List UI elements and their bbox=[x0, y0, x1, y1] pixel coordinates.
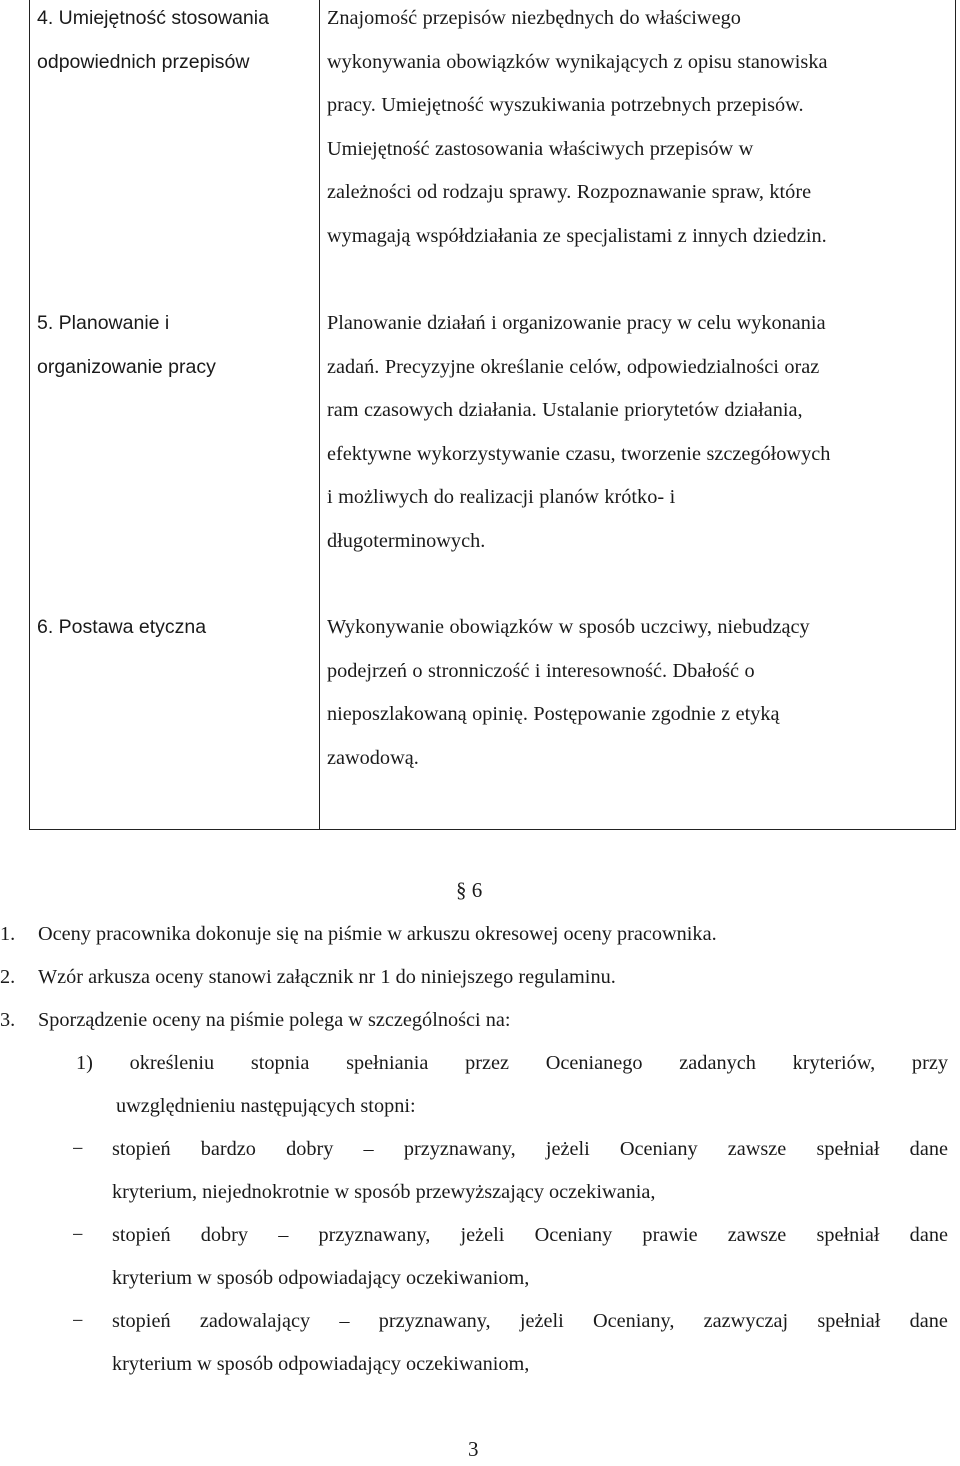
description-line: długoterminowych. bbox=[327, 529, 486, 552]
word: prawie bbox=[642, 1224, 698, 1246]
criterion-name-line: 6. Postawa etyczna bbox=[37, 616, 207, 638]
word: dobry bbox=[286, 1138, 334, 1160]
grade-line: kryterium w sposób odpowiadający oczekiwaniom, bbox=[112, 1353, 530, 1375]
grade-line bbox=[112, 1215, 948, 1255]
word: przez bbox=[465, 1052, 509, 1074]
page-number: 3 bbox=[468, 1437, 479, 1461]
word: Oceniany, bbox=[592, 1310, 675, 1332]
word: zawsze bbox=[727, 1138, 787, 1160]
word: stopień bbox=[112, 1310, 171, 1332]
description-line: zawodową. bbox=[327, 746, 419, 769]
criterion-name-line: 5. Planowanie i bbox=[37, 312, 170, 334]
criterion-description bbox=[327, 0, 951, 259]
description-line: Wykonywanie obowiązków w sposób uczciwy, niebudzący bbox=[327, 616, 810, 638]
criterion-name-line: 4. Umiejętność stosowania bbox=[37, 7, 269, 29]
criterion-name bbox=[37, 302, 313, 389]
word: jeżeli bbox=[519, 1310, 564, 1332]
word: kryteriów, bbox=[792, 1052, 876, 1074]
description-line: wymagają współdziałania ze specjalistami z innych dziedzin. bbox=[327, 224, 827, 247]
word: przy bbox=[911, 1052, 948, 1074]
description-line: nieposzlakowaną opinię. Postępowanie zgodnie z etyką bbox=[327, 703, 780, 726]
description-line: Znajomość przepisów niezbędnych do właściwego bbox=[327, 7, 741, 29]
word: bardzo bbox=[200, 1138, 256, 1160]
word: określeniu bbox=[129, 1052, 215, 1074]
paragraph-number: 3. bbox=[0, 1009, 16, 1031]
grade-line bbox=[112, 1301, 948, 1341]
word: dane bbox=[909, 1224, 948, 1246]
word: dane bbox=[909, 1138, 948, 1160]
description-line: podejrzeń o stronniczość i interesowność. Dbałość o bbox=[327, 659, 755, 682]
description-line: wykonywania obowiązków wynikających z opisu stanowiska bbox=[327, 50, 828, 73]
dash-bullet: − bbox=[72, 1224, 84, 1246]
description-line: efektywne wykorzystywanie czasu, tworzenie szczegółowych bbox=[327, 442, 831, 465]
word: przyznawany, bbox=[403, 1138, 516, 1160]
word: – bbox=[278, 1224, 289, 1246]
table-column-divider bbox=[319, 0, 320, 829]
word: – bbox=[363, 1138, 374, 1160]
paragraph-number: 2. bbox=[0, 966, 16, 988]
word: zadowalający bbox=[199, 1310, 311, 1332]
description-line: Planowanie działań i organizowanie pracy w celu wykonania bbox=[327, 312, 826, 334]
description-line: Umiejętność zastosowania właściwych przepisów w bbox=[327, 137, 754, 160]
paragraph-text: Wzór arkusza oceny stanowi załącznik nr 1 do niniejszego regulaminu. bbox=[38, 966, 616, 988]
word: jeżeli bbox=[460, 1224, 505, 1246]
word: przyznawany, bbox=[318, 1224, 431, 1246]
word: stopień bbox=[112, 1138, 171, 1160]
criteria-table bbox=[29, 0, 956, 830]
criterion-name bbox=[37, 0, 313, 84]
grade-line: kryterium, niejednokrotnie w sposób przewyższający oczekiwania, bbox=[112, 1181, 656, 1203]
word: spełniał bbox=[817, 1310, 881, 1332]
criterion-description bbox=[327, 302, 951, 564]
word: zawsze bbox=[727, 1224, 787, 1246]
word: Oceniany bbox=[534, 1224, 613, 1246]
word: 1) bbox=[76, 1052, 93, 1074]
word: spełniania bbox=[346, 1052, 429, 1074]
word: przyznawany, bbox=[378, 1310, 491, 1332]
dash-bullet: − bbox=[72, 1138, 84, 1160]
word: dobry bbox=[200, 1224, 249, 1246]
sublist-item-line bbox=[76, 1043, 948, 1083]
word: – bbox=[339, 1310, 350, 1332]
word: spełniał bbox=[816, 1224, 880, 1246]
description-line: ram czasowych działania. Ustalanie priorytetów działania, bbox=[327, 399, 803, 422]
description-line: pracy. Umiejętność wyszukiwania potrzebnych przepisów. bbox=[327, 94, 804, 117]
word: zazwyczaj bbox=[703, 1310, 789, 1332]
word: Ocenianego bbox=[545, 1052, 643, 1074]
word: jeżeli bbox=[545, 1138, 590, 1160]
grade-line: kryterium w sposób odpowiadający oczekiwaniom, bbox=[112, 1267, 530, 1289]
word: dane bbox=[909, 1310, 948, 1332]
word: zadanych bbox=[679, 1052, 756, 1074]
word: stopnia bbox=[250, 1052, 310, 1074]
criterion-description bbox=[327, 606, 951, 780]
grade-line bbox=[112, 1129, 948, 1169]
paragraph-number: 1. bbox=[0, 923, 16, 945]
description-line: i możliwych do realizacji planów krótko- i bbox=[327, 486, 676, 509]
word: spełniał bbox=[816, 1138, 880, 1160]
dash-bullet: − bbox=[72, 1310, 84, 1332]
criterion-name bbox=[37, 606, 313, 650]
section-heading: § 6 bbox=[456, 878, 483, 902]
criterion-name-line: organizowanie pracy bbox=[37, 355, 216, 378]
paragraph-text: Sporządzenie oceny na piśmie polega w szczególności na: bbox=[38, 1009, 511, 1031]
word: stopień bbox=[112, 1224, 171, 1246]
paragraph-text: Oceny pracownika dokonuje się na piśmie w arkuszu okresowej oceny pracownika. bbox=[38, 923, 717, 945]
description-line: zadań. Precyzyjne określanie celów, odpowiedzialności oraz bbox=[327, 355, 820, 378]
word: Oceniany bbox=[619, 1138, 698, 1160]
description-line: zależności od rodzaju sprawy. Rozpoznawanie spraw, które bbox=[327, 181, 812, 204]
criterion-name-line: odpowiednich przepisów bbox=[37, 50, 250, 73]
sublist-item-line: uwzględnieniu następujących stopni: bbox=[116, 1095, 416, 1117]
